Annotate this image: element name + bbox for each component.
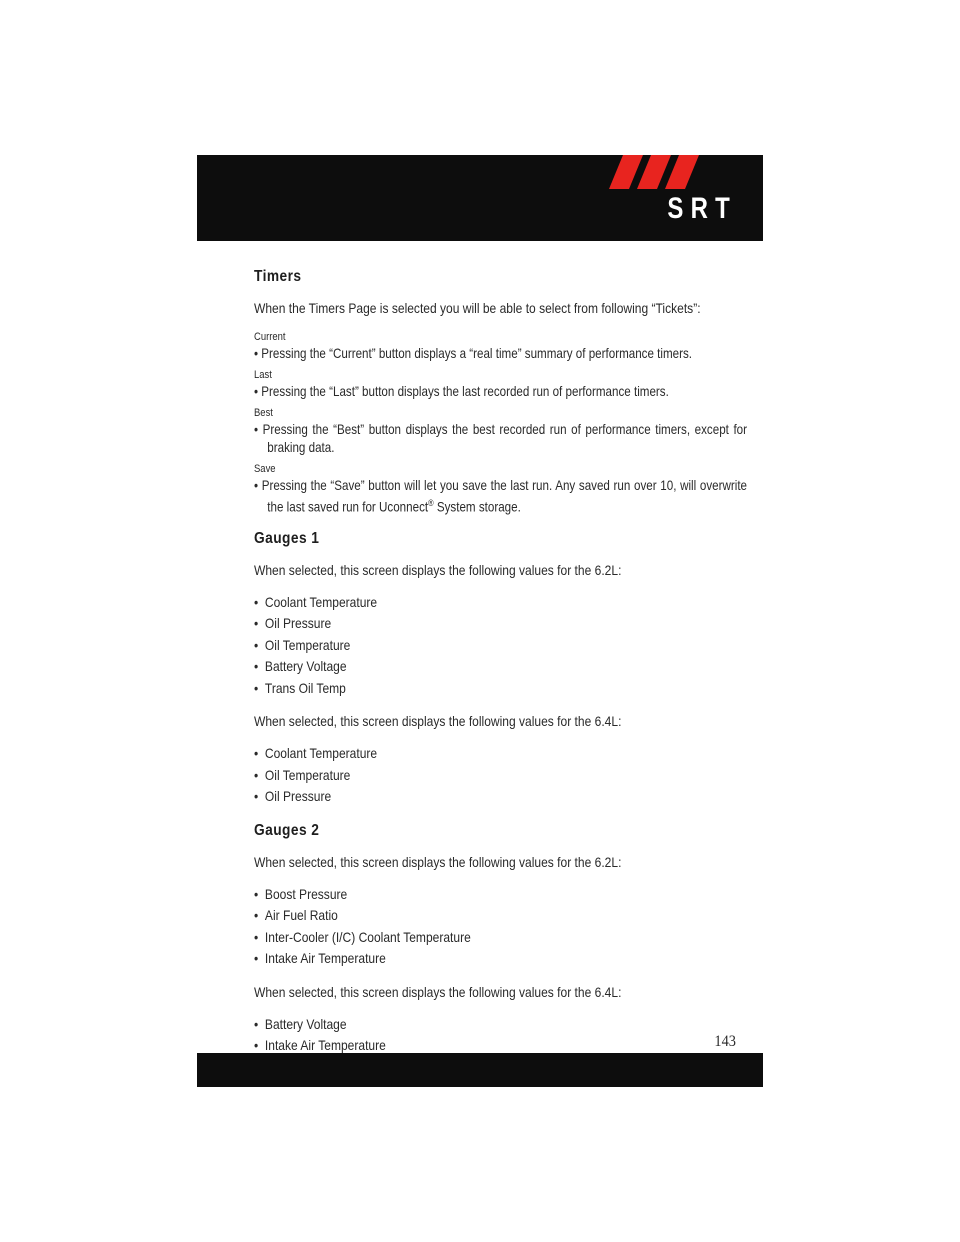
list-item: • Oil Temperature: [254, 635, 736, 657]
racing-stripes-icon: [609, 155, 709, 189]
list-item: • Oil Pressure: [254, 786, 736, 808]
gauges1-list-62: [254, 592, 736, 700]
list-item: • Intake Air Temperature: [254, 1035, 736, 1057]
list-item: • Coolant Temperature: [254, 743, 736, 765]
timers-item-best: [254, 406, 748, 456]
header-bar: [197, 155, 763, 241]
ticket-description: • Pressing the “Best” button displays the best recorded run of performance timers, except for braking data.: [254, 421, 748, 455]
timers-item-current: [254, 330, 736, 362]
ticket-label: Best: [254, 407, 273, 419]
footer-bar: [197, 1053, 763, 1087]
ticket-label: Last: [254, 369, 272, 381]
page-number: 143: [714, 1033, 736, 1050]
list-item: • Inter-Cooler (I/C) Coolant Temperature: [254, 927, 736, 949]
timers-item-last: [254, 368, 736, 400]
gauges2-list-62: [254, 884, 736, 970]
brand-logo: SRT: [667, 192, 737, 225]
timers-item-save: [254, 462, 748, 516]
list-item: • Oil Pressure: [254, 613, 736, 635]
list-item: • Air Fuel Ratio: [254, 905, 736, 927]
list-item: • Battery Voltage: [254, 1014, 736, 1036]
ticket-description: • Pressing the “Current” button displays a “real time” summary of performance timers.: [254, 345, 693, 361]
ticket-description: [254, 476, 747, 516]
stripe-3: [665, 155, 699, 189]
stripe-2: [637, 155, 671, 189]
list-item: • Battery Voltage: [254, 656, 736, 678]
gauges2-intro-64: When selected, this screen displays the following values for the 6.4L:: [254, 983, 622, 1000]
save-text-before: • Pressing the “Save” button will let you save the last run. Any saved run over 10, will overwrite the last saved run for Uconnect: [254, 477, 748, 515]
list-item: • Intake Air Temperature: [254, 948, 736, 970]
gauges1-intro-64: When selected, this screen displays the following values for the 6.4L:: [254, 713, 622, 730]
gauges1-intro-62: When selected, this screen displays the following values for the 6.2L:: [254, 561, 622, 578]
list-item: • Trans Oil Temp: [254, 678, 736, 700]
timers-intro: When the Timers Page is selected you will be able to select from following “Tickets”:: [254, 300, 701, 316]
section-heading-timers: Timers: [254, 268, 302, 285]
list-item: • Coolant Temperature: [254, 592, 736, 614]
stripe-1: [609, 155, 643, 189]
section-heading-gauges-2: Gauges 2: [254, 821, 320, 839]
registered-mark: ®: [428, 498, 434, 508]
gauges1-list-64: [254, 743, 736, 808]
gauges2-intro-62: When selected, this screen displays the following values for the 6.2L:: [254, 853, 622, 870]
list-item: • Boost Pressure: [254, 884, 736, 906]
ticket-description: • Pressing the “Last” button displays the last recorded run of performance timers.: [254, 383, 669, 399]
save-text-after: System storage.: [436, 498, 521, 515]
ticket-label: Save: [254, 463, 276, 475]
list-item: • Oil Temperature: [254, 765, 736, 787]
page-content: [254, 268, 748, 1090]
ticket-label: Current: [254, 331, 286, 343]
section-heading-gauges-1: Gauges 1: [254, 529, 320, 547]
